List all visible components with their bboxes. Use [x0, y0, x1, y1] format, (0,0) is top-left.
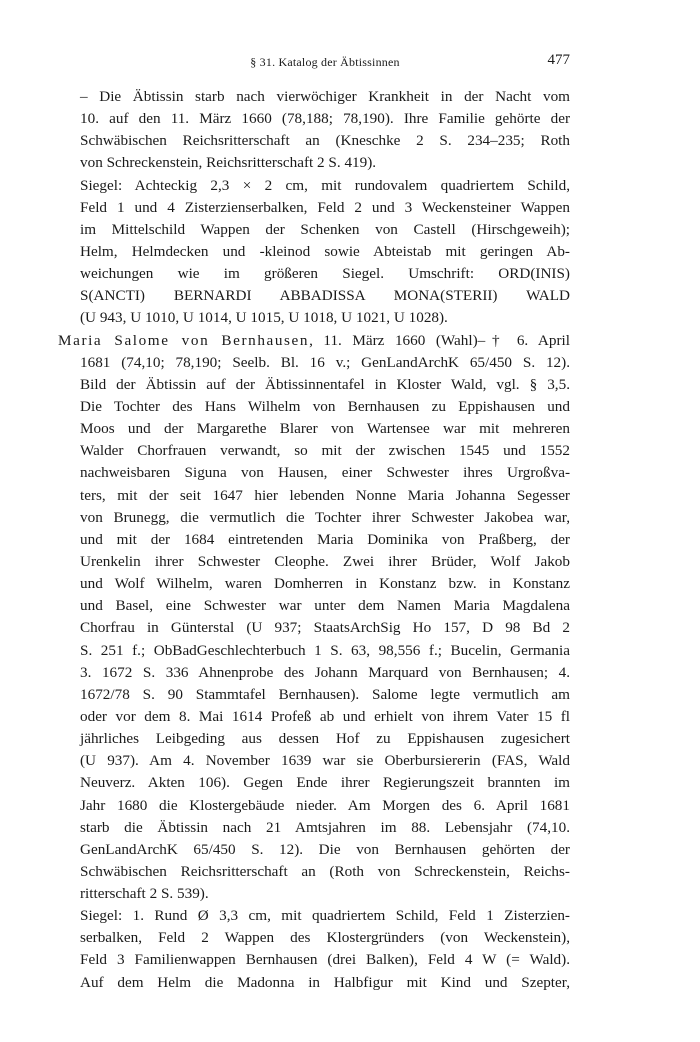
page-number: 477	[547, 52, 570, 68]
text-line: Walder Chorfrauen verwandt, so mit der zwischen 1545 und 1552	[80, 442, 570, 460]
text-line: (U 943, U 1010, U 1014, U 1015, U 1018, U 1021, U 1028).	[80, 309, 448, 327]
text-line: Auf dem Helm die Madonna in Halbfigur mit Kind und Szepter,	[80, 973, 570, 991]
text-line: ritterschaft 2 S. 539).	[80, 885, 209, 903]
text-line: Chorfrau in Günterstal (U 937; StaatsArchSig Ho 157, D 98 Bd 2	[80, 619, 570, 637]
text-line: starb die Äbtissin nach 21 Amtsjahren im 88. Lebensjahr (74,10.	[80, 818, 570, 836]
text-line: Feld 3 Familienwappen Bernhausen (drei Balken), Feld 4 W (= Wald).	[80, 951, 570, 969]
text-line: 10. auf den 11. März 1660 (78,188; 78,190). Ihre Familie gehörte der	[80, 110, 570, 128]
text-line: Bild der Äbtissin auf der Äbtissinnentafel in Kloster Wald, vgl. § 3,5.	[80, 375, 570, 393]
text-line: und mit der 1684 eintretenden Maria Dominika von Praßberg, der	[80, 530, 570, 548]
text-line: im Mittelschild Wappen der Schenken von Castell (Hirschgeweih);	[80, 220, 570, 238]
text-line: jährliches Leibgeding aus dessen Hof zu Eppishausen zugesichert	[80, 730, 570, 748]
text-line: Schwäbischen Reichsritterschaft an (Roth von Schreckenstein, Reichs-	[80, 862, 570, 880]
text-line: Moos und der Margarethe Blarer von Wartensee war mit mehreren	[80, 420, 570, 438]
text-line: Feld 1 und 4 Zisterzienserbalken, Feld 2 und 3 Weckensteiner Wappen	[80, 198, 570, 216]
text-line: GenLandArchK 65/450 S. 12). Die von Bernhausen gehörten der	[80, 840, 570, 858]
text-line: weichungen wie im größeren Siegel. Umschrift: ORD(INIS)	[80, 265, 570, 283]
text-line: – Die Äbtissin starb nach vierwöchiger Krankheit in der Nacht vom	[80, 88, 570, 105]
entry-date: , 11. März 1660 (Wahl)–† 6. April	[309, 331, 570, 349]
text-line: Siegel: Achteckig 2,3 × 2 cm, mit rundovalem quadriertem Schild,	[80, 176, 570, 194]
text-line: S. 251 f.; ObBadGeschlechterbuch 1 S. 63, 98,556 f.; Bucelin, Germania	[80, 641, 570, 659]
text-line: Siegel: 1. Rund Ø 3,3 cm, mit quadriertem Schild, Feld 1 Zisterzien-	[80, 907, 570, 925]
text-line: Neuverz. Akten 106). Gegen Ende ihrer Regierungszeit brannten im	[80, 774, 570, 792]
text-line: Schwäbischen Reichsritterschaft an (Kneschke 2 S. 234–235; Roth	[80, 132, 570, 150]
text-line: (U 937). Am 4. November 1639 war sie Oberbursiererin (FAS, Wald	[80, 752, 570, 770]
text-line: 3. 1672 S. 336 Ahnenprobe des Johann Marquard von Bernhausen; 4.	[80, 663, 570, 681]
text-line: von Schreckenstein, Reichsritterschaft 2 S. 419).	[80, 154, 377, 172]
text-line: und Wolf Wilhelm, waren Domherren in Konstanz bzw. in Konstanz	[80, 575, 570, 593]
text-line: Die Tochter des Hans Wilhelm von Bernhausen zu Eppishausen und	[80, 397, 570, 415]
text-line: Jahr 1680 die Klostergebäude nieder. Am Morgen des 6. April 1681	[80, 796, 570, 814]
text-line: serbalken, Feld 2 Wappen des Klostergründers (von Weckenstein),	[80, 929, 570, 947]
text-line: nachweisbaren Siguna von Hausen, einer Schwester ihres Urgroßva-	[80, 464, 570, 482]
text-line: 1681 (74,10; 78,190; Seelb. Bl. 16 v.; GenLandArchK 65/450 S. 12).	[80, 353, 570, 371]
text-line: Urenkelin ihrer Schwester Cleophe. Zwei ihrer Brüder, Wolf Jakob	[80, 552, 570, 570]
text-line: ters, mit der seit 1647 hier lebenden Nonne Maria Johanna Segesser	[80, 486, 570, 504]
text-line: S(ANCTI) BERNARDI ABBADISSA MONA(STERII) WALD	[80, 287, 570, 305]
running-title: § 31. Katalog der Äbtissinnen	[250, 55, 400, 69]
text-line: Helm, Helmdecken und -kleinod sowie Abteistab mit geringen Ab-	[80, 242, 570, 260]
entry-heading-line	[58, 330, 570, 352]
running-head	[80, 52, 570, 72]
text-line: von Brunegg, die vermutlich die Tochter ihrer Schwester Jakobea war,	[80, 508, 570, 526]
entry-name: Maria Salome von Bernhausen	[58, 331, 310, 349]
body-text	[58, 86, 570, 994]
text-line: oder vor dem 8. Mai 1614 Profeß ab und erhielt von ihrem Vater 15 fl	[80, 707, 570, 725]
text-line: und Basel, eine Schwester war unter dem Namen Maria Magdalena	[80, 597, 570, 615]
text-line: 1672/78 S. 90 Stammtafel Bernhausen). Salome legte vermutlich am	[80, 685, 570, 703]
